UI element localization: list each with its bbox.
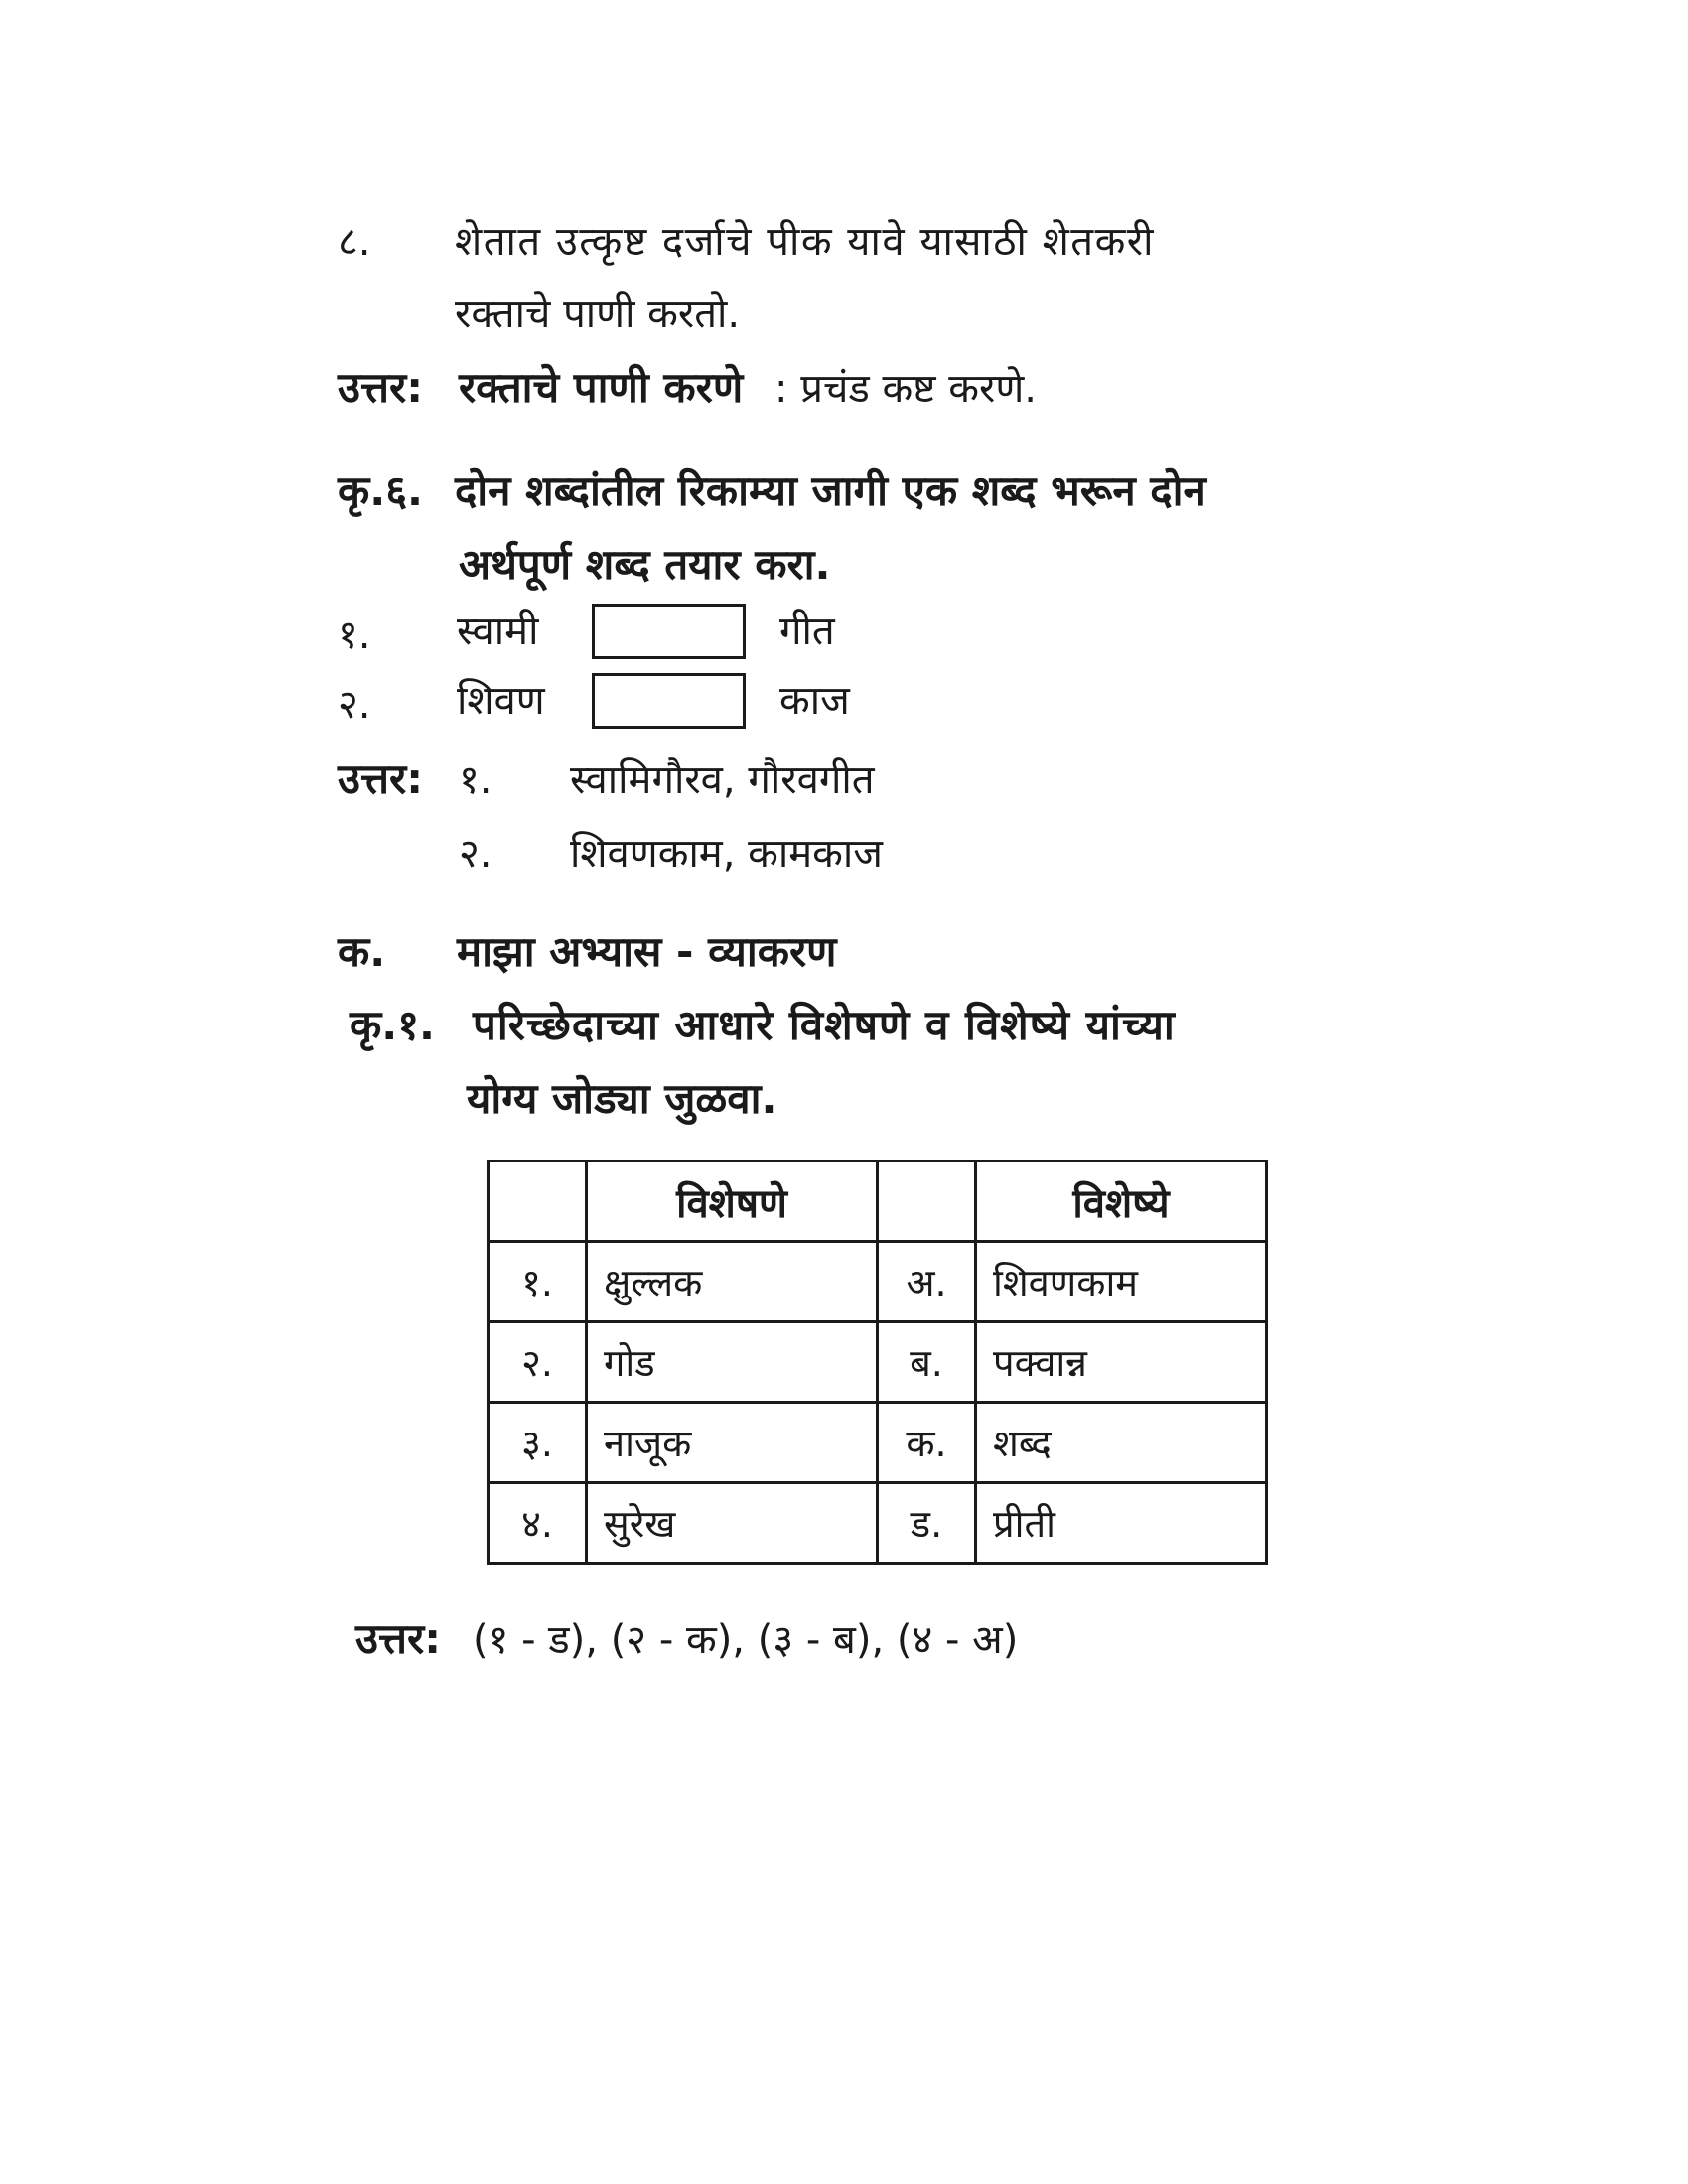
table-row [489,1483,1267,1564]
q6-item2-number: २. [338,682,371,728]
q6-number: कृ.६. [338,467,424,515]
q8-answer-term: रक्ताचे पाणी करणे [459,363,744,412]
table-row [489,1322,1267,1403]
q6-item1-blank-box [592,604,746,659]
q1-answer-label: उत्तर: [355,1614,442,1663]
q6-answer1-text: स्वामिगौरव, गौरवगीत [570,757,875,803]
q6-answer2-text: शिवणकाम, कामकाज [570,831,883,877]
row-adjective: नाजूक [587,1403,878,1483]
q6-answer2-number: २. [459,831,492,877]
q6-line2: अर्थपूर्ण शब्द तयार करा. [459,540,831,589]
header-nouns: विशेष्ये [976,1161,1267,1242]
header-empty-cell [878,1161,976,1242]
row-adjective: गोड [587,1322,878,1403]
row-adjective: सुरेख [587,1483,878,1564]
q6-answer1-number: १. [459,757,492,803]
q8-line2: रक्ताचे पाणी करतो. [455,291,741,337]
q8-number: ८. [338,219,371,265]
row-number: ३. [489,1403,587,1483]
q6-item2-right-word: काज [779,678,850,724]
row-letter: अ. [878,1242,976,1322]
q6-item1-right-word: गीत [779,609,835,654]
q1-answer-text: (१ - ड), (२ - क), (३ - ब), (४ - अ) [473,1617,1019,1663]
row-adjective: क्षुल्लक [587,1242,878,1322]
row-noun: शब्द [976,1403,1267,1483]
q6-item2-blank-box [592,673,746,729]
q1-number: कृ.१. [350,1001,436,1049]
q8-answer-label: उत्तर: [338,363,424,412]
row-noun: प्रीती [976,1483,1267,1564]
q1-line1: परिच्छेदाच्या आधारे विशेषणे व विशेष्ये यांच्या [473,1001,1176,1049]
row-letter: ब. [878,1322,976,1403]
q6-item1-left-word: स्वामी [457,609,539,654]
q6-answer-label: उत्तर: [338,754,424,803]
row-letter: क. [878,1403,976,1483]
header-adjectives: विशेषणे [587,1161,878,1242]
q6-item2-left-word: शिवण [457,678,545,724]
row-noun: शिवणकाम [976,1242,1267,1322]
q8-line1: शेतात उत्कृष्ट दर्जाचे पीक यावे यासाठी शेतकरी [455,219,1156,265]
matching-table [487,1160,1268,1565]
q8-answer-meaning: : प्रचंड कष्ट करणे. [774,366,1037,412]
section-letter: क. [338,927,386,976]
header-empty-cell [489,1161,587,1242]
q6-item1-number: १. [338,613,371,658]
row-number: १. [489,1242,587,1322]
row-number: ४. [489,1483,587,1564]
table-header-row [489,1161,1267,1242]
table-row [489,1403,1267,1483]
section-title: माझा अभ्यास - व्याकरण [457,927,837,976]
row-letter: ड. [878,1483,976,1564]
row-noun: पक्वान्न [976,1322,1267,1403]
q6-line1: दोन शब्दांतील रिकाम्या जागी एक शब्द भरून दोन [455,467,1206,515]
q1-line2: योग्य जोड्या जुळवा. [467,1074,777,1123]
row-number: २. [489,1322,587,1403]
table-row [489,1242,1267,1322]
